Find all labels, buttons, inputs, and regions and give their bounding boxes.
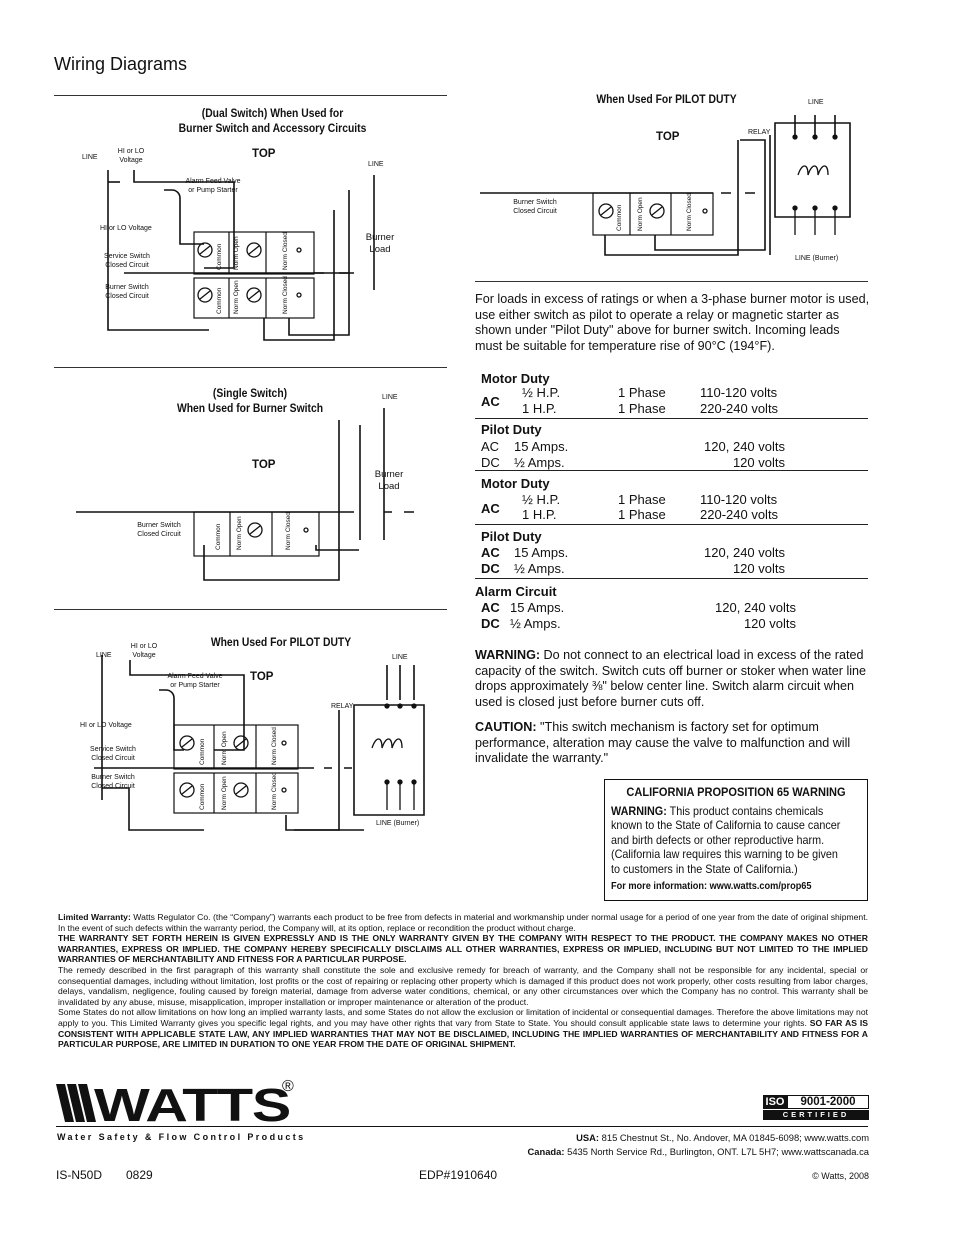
loads-paragraph: For loads in excess of ratings or when a 3-phase burner motor is used, use either switch as pilot to operate a relay or magnetic starter as shown under "Pilot Duty" above for burner switch. Incoming leads must be suitable for temperature rise of 90°C (194°F).	[475, 292, 870, 353]
common-label: Common	[216, 287, 223, 314]
burner-switch-label: Burner Switch Closed Circuit	[105, 284, 149, 300]
watts-logo-mark	[56, 1082, 306, 1124]
diagram4-title: When Used For PILOT DUTY	[596, 94, 737, 106]
warning-paragraph: WARNING: Do not connect to an electrical load in excess of the rated capacity of the switch. Switch cuts off burner or stoker when water line drops approximately ⅜" below center line. Switch alarm circuit when used is closed just before burner cuts off.	[475, 648, 867, 709]
norm-closed-label: Norm Closed	[271, 727, 278, 765]
line-label: LINE	[96, 652, 112, 659]
prop65-warning-box: CALIFORNIA PROPOSITION 65 WARNING WARNING: This product contains chemicals known to the State of California to cause cancer and birth defects or other reproductive harm. (California law requires this warning to be given to customers in the State of California.) For more information: www.watts.com/prop65	[604, 779, 868, 901]
hi-lo-voltage-label: HI or LO Voltage	[80, 722, 132, 729]
line-label: LINE	[392, 654, 408, 661]
tagline: Water Safety & Flow Control Products	[57, 1132, 306, 1142]
divider	[475, 281, 868, 282]
burner-load-label: Burner Load	[374, 469, 404, 492]
diagram1-title: (Dual Switch) When Used for Burner Switch and Accessory Circuits	[178, 108, 367, 135]
line-label: LINE	[808, 99, 824, 106]
copyright: © Watts, 2008	[812, 1171, 869, 1181]
pilot-duty-section: Pilot Duty AC 15 Amps. 120, 240 volts DC ½ Amps. 120 volts	[475, 524, 868, 579]
alarm-feed-label: Alarm Feed Valve or Pump Starter	[167, 673, 223, 689]
usa-address: USA: 815 Chestnut St., No. Andover, MA 01845-6098; www.watts.com	[576, 1132, 869, 1143]
ratings-table	[475, 368, 868, 636]
norm-open-label: Norm Open	[233, 280, 240, 314]
burner-switch-label: Burner Switch Closed Circuit	[513, 199, 557, 215]
limited-warranty: Limited Warranty: Watts Regulator Co. (the “Company”) warrants each product to be free from defects in material and workmanship under normal usage for a period of one year from the date of original shipment. In the event of such defects within the warranty period, the Company will, at its option, replace or recondition the product without charge. THE WARRANTY SET FORTH HEREIN IS GIVEN EXPRESSLY AND IS THE ONLY WARRANTY GIVEN BY THE COMPANY WITH RESPECT TO THE PRODUCT. THE COMPANY MAKES NO OTHER WARRANTIES, EXPRESS OR IMPLIED. THE COMPANY HEREBY SPECIFICALLY DISCLAIMS ALL OTHER WARRANTIES, EXPRESS OR IMPLIED, INCLUDING BUT NOT LIMITED TO THE IMPLIED WARRANTIES OF MERCHANTABILITY AND FITNESS FOR A PARTICULAR PURPOSE. The remedy described in the first paragraph of this warranty shall constitute the sole and exclusive remedy for breach of warranty, and the Company shall not be responsible for any incidental, special or consequential damages, including without limitation, lost profits or the cost of repairing or replacing other property which is damaged if this product does not work properly, other costs resulting from labor charges, delays, vandalism, negligence, fouling caused by foreign material, damage from adverse water conditions, chemical, or any other circumstances over which the Company has no control. This warranty shall be invalidated by any abuse, misuse, misapplication, improper installation or improper maintenance or alteration of the product. Some States do not allow limitations on how long an implied warranty lasts, and some States do not allow the exclusion or limitation of incidental or consequential damages. Therefore the above limitations may not apply to you. This Limited Warranty gives you specific legal rights, and you may have other rights that vary from State to State. You should consult applicable state laws to determine your rights. SO FAR AS IS CONSISTENT WITH APPLICABLE STATE LAW, ANY IMPLIED WARRANTIES THAT MAY NOT BE DISCLAIMED, INCLUDING THE IMPLIED WARRANTIES OF MERCHANTABILITY AND FITNESS FOR A PARTICULAR PURPOSE, ARE LIMITED IN DURATION TO ONE YEAR FROM THE DATE OF ORIGINAL SHIPMENT.	[58, 912, 868, 1050]
top-label: TOP	[252, 459, 276, 471]
canada-address: Canada: 5435 North Service Rd., Burlington, ONT. L7L 5H7; www.wattscanada.ca	[527, 1146, 869, 1157]
norm-open-label: Norm Open	[236, 516, 243, 550]
diagram2-wiring	[54, 400, 454, 590]
watts-logo: WATTS ®	[56, 1082, 306, 1129]
common-label: Common	[216, 243, 223, 270]
common-label: Common	[215, 523, 222, 550]
alarm-circuit-section: Alarm Circuit AC 15 Amps. 120, 240 volts DC ½ Amps. 120 volts	[475, 584, 796, 631]
line-label: LINE	[82, 154, 98, 161]
page-title: Wiring Diagrams	[54, 54, 188, 74]
common-label: Common	[199, 738, 206, 765]
doc-code: 0829	[126, 1168, 153, 1182]
norm-open-label: Norm Open	[221, 776, 228, 810]
top-label: TOP	[656, 131, 680, 143]
line-label: LINE	[368, 161, 384, 168]
diagram2-title: (Single Switch) When Used for Burner Switch	[176, 388, 324, 415]
norm-closed-label: Norm Closed	[271, 772, 278, 810]
doc-id: IS-N50D	[56, 1168, 103, 1182]
norm-open-label: Norm Open	[233, 236, 240, 270]
norm-open-label: Norm Open	[637, 197, 644, 231]
norm-closed-label: Norm Closed	[282, 276, 289, 314]
hi-lo-voltage-label: HI or LO Voltage	[117, 148, 145, 164]
iso-badge: ISO 9001-2000 CERTIFIED	[763, 1095, 869, 1121]
svg-text:WATTS: WATTS	[94, 1082, 290, 1124]
motor-duty-section: Motor Duty AC ½ H.P. 1 H.P. 1 Phase 1 Phase 110-120 volts 220-240 volts	[475, 470, 868, 525]
diagram4-wiring	[475, 95, 875, 275]
norm-closed-label: Norm Closed	[282, 232, 289, 270]
top-label: TOP	[252, 148, 276, 160]
norm-closed-label: Norm Closed	[686, 193, 693, 231]
top-label: TOP	[250, 671, 274, 683]
caution-paragraph: CAUTION: "This switch mechanism is factory set for optimum performance, alteration may cause the valve to malfunction and will invalidate the warranty."	[475, 720, 851, 766]
line-burner-label: LINE (Burner)	[376, 820, 420, 827]
burner-load-label: Burner Load	[365, 232, 395, 255]
edp-number: EDP#1910640	[419, 1168, 498, 1182]
alarm-feed-label: Alarm Feed Valve or Pump Starter	[185, 178, 241, 194]
diagram3-title: When Used For PILOT DUTY	[210, 637, 352, 649]
divider	[54, 95, 447, 96]
divider	[54, 609, 447, 610]
hi-lo-voltage-label: HI or LO Voltage	[130, 643, 158, 659]
motor-duty-section: Motor Duty AC ½ H.P. 1 H.P. 1 Phase 1 Phase 110-120 volts 220-240 volts	[475, 368, 868, 419]
burner-switch-label: Burner Switch Closed Circuit	[91, 774, 135, 790]
relay-label: RELAY	[748, 129, 771, 136]
burner-switch-label: Burner Switch Closed Circuit	[137, 522, 181, 538]
divider	[56, 1126, 868, 1127]
line-label: LINE	[382, 394, 398, 401]
service-switch-label: Service Switch Closed Circuit	[90, 746, 136, 762]
prop65-link: For more information: www.watts.com/prop65	[611, 881, 812, 892]
line-burner-label: LINE (Burner)	[795, 255, 839, 262]
hi-lo-voltage-label: HI or LO Voltage	[100, 225, 152, 232]
divider	[54, 367, 447, 368]
common-label: Common	[199, 783, 206, 810]
relay-label: RELAY	[331, 703, 354, 710]
norm-closed-label: Norm Closed	[285, 512, 292, 550]
common-label: Common	[616, 204, 623, 231]
service-switch-label: Service Switch Closed Circuit	[104, 253, 150, 269]
pilot-duty-section: Pilot Duty AC 15 Amps. 120, 240 volts DC ½ Amps. 120 volts	[475, 418, 868, 471]
norm-open-label: Norm Open	[221, 731, 228, 765]
